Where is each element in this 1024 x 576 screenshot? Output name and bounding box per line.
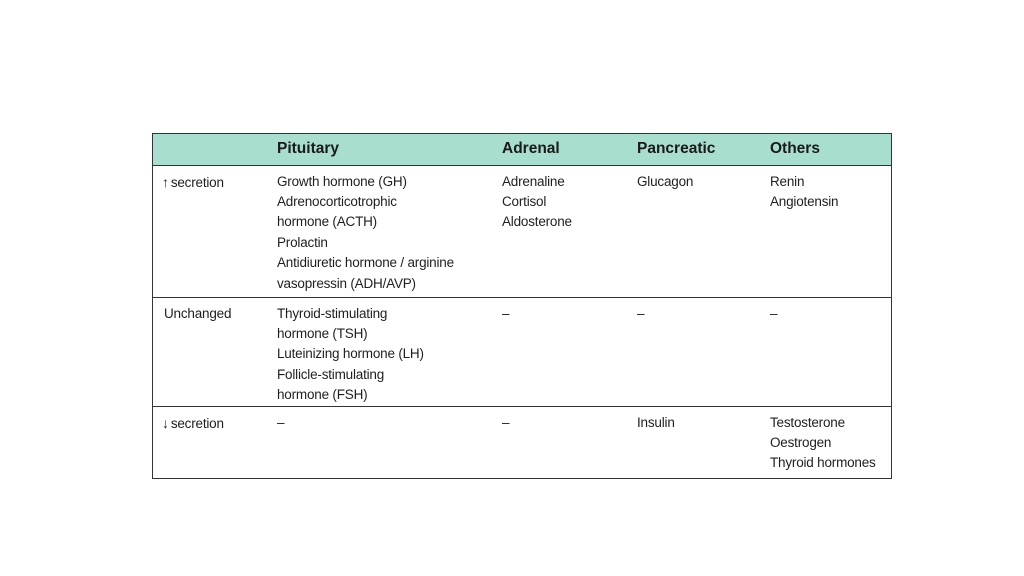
- cell-line: hormone (ACTH): [277, 214, 377, 230]
- cell-pituitary: [268, 297, 493, 406]
- cell-line: Thyroid hormones: [770, 455, 876, 471]
- cell-line: Antidiuretic hormone / arginine: [277, 255, 454, 271]
- cell-line: Prolactin: [277, 234, 328, 250]
- cell-pancreatic: [628, 165, 761, 297]
- cell-pancreatic: [628, 406, 761, 478]
- header-blank: [153, 134, 268, 165]
- cell-line: Thyroid-stimulating: [277, 305, 388, 321]
- table-row-decreased-secretion: [153, 406, 891, 478]
- cell-line: Follicle-stimulating: [277, 366, 385, 382]
- cell-line: Aldosterone: [502, 214, 572, 230]
- cell-line: Testosterone: [770, 414, 845, 430]
- row-label: [153, 297, 268, 406]
- cell-line: Adrenocorticotrophic: [277, 193, 397, 209]
- cell-line: Growth hormone (GH): [277, 173, 407, 189]
- header-row: [153, 134, 891, 165]
- row-label-text: secretion: [170, 415, 224, 431]
- cell-line: Insulin: [637, 414, 675, 430]
- cell-line: Renin: [770, 173, 805, 189]
- cell-pancreatic: [628, 297, 761, 406]
- hormone-table: [153, 134, 891, 478]
- cell-line: –: [502, 305, 510, 321]
- row-label-text: Unchanged: [164, 305, 232, 321]
- up-arrow-icon: ↑: [162, 173, 169, 190]
- cell-line: –: [637, 305, 645, 321]
- cell-line: –: [502, 414, 510, 430]
- cell-line: hormone (TSH): [277, 325, 368, 341]
- cell-line: –: [770, 305, 778, 321]
- cell-line: Angiotensin: [770, 193, 839, 209]
- header-pituitary: Pituitary: [268, 134, 493, 165]
- row-label: [153, 165, 268, 297]
- hormone-response-table: [152, 133, 892, 479]
- cell-pituitary: [268, 406, 493, 478]
- cell-line: vasopressin (ADH/AVP): [277, 275, 416, 291]
- table-row-increased-secretion: [153, 165, 891, 297]
- header-adrenal: Adrenal: [493, 134, 628, 165]
- row-label: [153, 406, 268, 478]
- down-arrow-icon: ↓: [162, 414, 169, 431]
- cell-others: [761, 406, 891, 478]
- cell-pituitary: [268, 165, 493, 297]
- table-row-unchanged: [153, 297, 891, 406]
- cell-line: Oestrogen: [770, 434, 832, 450]
- cell-line: Luteinizing hormone (LH): [277, 346, 424, 362]
- cell-others: [761, 297, 891, 406]
- cell-line: Adrenaline: [502, 173, 565, 189]
- header-others: Others: [761, 134, 891, 165]
- cell-adrenal: [493, 165, 628, 297]
- cell-line: –: [277, 414, 285, 430]
- cell-line: Cortisol: [502, 193, 547, 209]
- header-pancreatic: Pancreatic: [628, 134, 761, 165]
- cell-adrenal: [493, 406, 628, 478]
- cell-adrenal: [493, 297, 628, 406]
- cell-line: hormone (FSH): [277, 387, 368, 403]
- cell-others: [761, 165, 891, 297]
- cell-line: Glucagon: [637, 173, 694, 189]
- row-label-text: secretion: [170, 174, 224, 190]
